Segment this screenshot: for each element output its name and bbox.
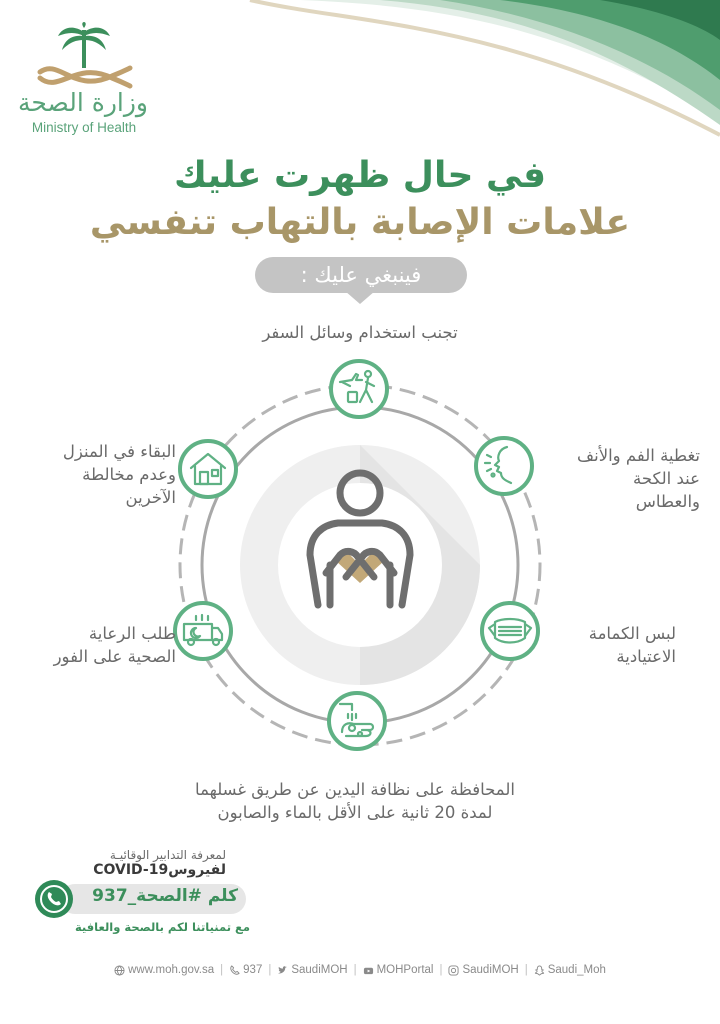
label-wear-mask — [540, 622, 676, 668]
logo-english-name: Ministry of Health — [31, 120, 137, 135]
washing-hands-icon[interactable] — [326, 690, 388, 752]
twitter-icon — [277, 965, 288, 976]
ambulance-icon[interactable] — [172, 600, 234, 662]
logo-arabic-name: وزارة الصحة — [18, 88, 148, 117]
label-line: لبس الكمامة — [588, 624, 676, 643]
footer-separator: | — [268, 964, 272, 976]
pill-pointer — [345, 291, 375, 305]
phone-icon — [35, 880, 73, 918]
info-line-1: لمعرفة التدابير الوقائيـة — [109, 848, 226, 862]
wish-text: مع تمنياتنا لكم بالصحة والعافية — [74, 920, 250, 934]
label-line: المحافظة على نظافة اليدين عن طريق غسلهما — [195, 780, 515, 799]
label-line: تغطية الفم والأنف — [577, 446, 700, 465]
footer-instagram-text: SaudiMOH — [462, 964, 519, 976]
phone-icon — [229, 965, 240, 976]
label-line: طلب الرعاية — [88, 624, 176, 643]
cough-face-icon[interactable] — [473, 435, 535, 497]
footer-phone-text: 937 — [243, 964, 263, 976]
label-seek-care — [20, 622, 176, 668]
house-icon[interactable] — [177, 438, 239, 500]
footer-youtube-text: MOHPortal — [376, 964, 434, 976]
person-crossed-hands-icon — [300, 465, 420, 615]
globe-icon — [114, 965, 125, 976]
label-line: لمدة 20 ثانية على الأقل بالماء والصابون — [217, 803, 493, 822]
footer-twitter[interactable] — [277, 964, 347, 976]
instagram-icon — [448, 965, 459, 976]
instruction-pill: فينبغي عليك : — [255, 257, 467, 293]
footer-website[interactable] — [114, 964, 214, 976]
footer-separator: | — [220, 964, 224, 976]
footer-separator: | — [439, 964, 443, 976]
phone-button[interactable] — [35, 880, 73, 918]
label-avoid-travel: تجنب استخدام وسائل السفر — [262, 323, 458, 342]
youtube-icon — [363, 965, 374, 976]
footer-links — [20, 960, 700, 980]
headline-line-2: علامات الإصابة بالتهاب تنفسي — [89, 202, 631, 243]
label-line: الآخرين — [125, 488, 176, 507]
headline-line-1: في حال ظهرت عليك — [173, 155, 547, 196]
footer-website-text: www.moh.gov.sa — [128, 964, 215, 976]
label-wash-hands — [160, 778, 550, 824]
call-number-text[interactable]: كلم #الصحة_937 — [92, 886, 238, 906]
label-line: عند الكحة — [633, 469, 700, 488]
footer-snapchat-text: Saudi_Moh — [547, 964, 606, 976]
label-line: وعدم مخالطة — [82, 465, 176, 484]
label-line: والعطاس — [635, 492, 700, 511]
footer-separator: | — [353, 964, 357, 976]
snapchat-icon — [534, 965, 545, 976]
label-line: الاعتيادية — [616, 647, 676, 666]
footer-twitter-text: SaudiMOH — [291, 964, 348, 976]
footer-snapchat[interactable] — [534, 964, 606, 976]
info-line-2: لفيروسCOVID-19 — [93, 862, 226, 878]
label-stay-home — [20, 440, 176, 509]
label-line: البقاء في المنزل — [62, 442, 176, 461]
footer-phone[interactable] — [229, 964, 262, 976]
footer-youtube[interactable] — [363, 964, 434, 976]
label-line: الصحية على الفور — [53, 647, 176, 666]
plane-traveler-icon[interactable] — [328, 358, 390, 420]
footer-instagram[interactable] — [448, 964, 518, 976]
mask-icon[interactable] — [479, 600, 541, 662]
footer-separator: | — [524, 964, 528, 976]
label-cover-mouth — [540, 444, 700, 513]
